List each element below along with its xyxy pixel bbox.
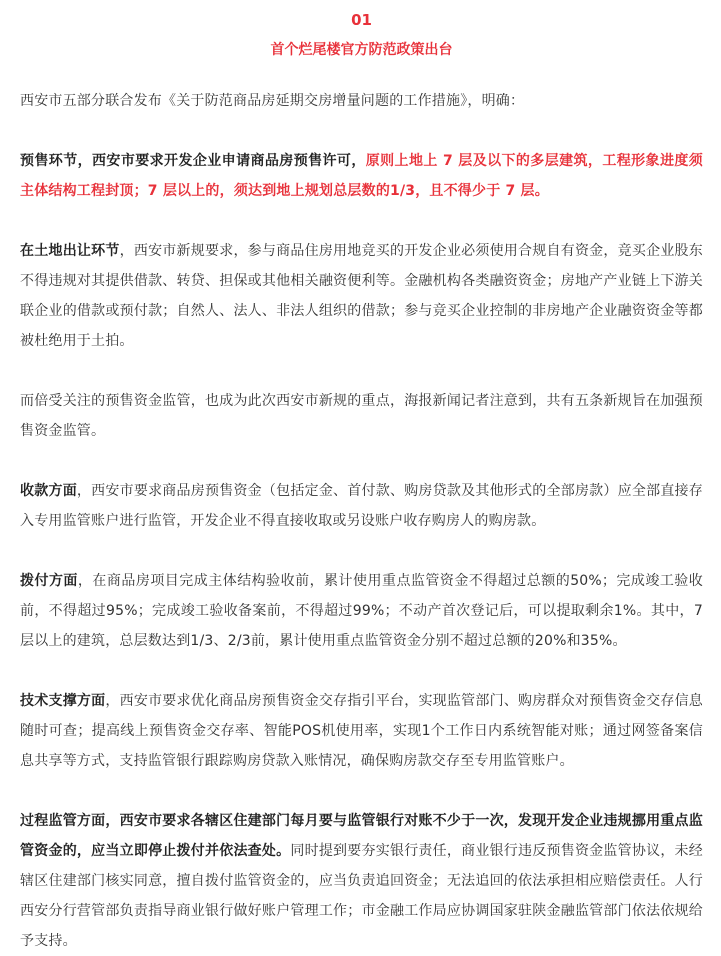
collection-body: ，西安市要求商品房预售资金（包括定金、首付款、购房贷款及其他形式的全部房款）应全部直接存入专用监管账户进行监管，开发企业不得直接收取或另设账户收存购房人的购房款。: [20, 483, 703, 529]
intro-paragraph: 西安市五部分联合发布《关于防范商品房延期交房增量问题的工作措施》，明确：: [20, 93, 525, 109]
focus-paragraph: 而倍受关注的预售资金监管，也成为此次西安市新规的重点，海报新闻记者注意到，共有五条新规旨在加强预售资金监管。: [20, 393, 703, 439]
process-body: 同时提到要夯实银行责任，商业银行违反预售资金监管协议，未经辖区住建部门核实同意，擅自拨付监管资金的，应当负责追回资金；无法追回的依法承担相应赔偿责任。人行西安分行营管部负责指导商业银行做好账户管理工作；市金融工作局应协调国家驻陕金融监管部门依法依规给予支持。: [20, 843, 703, 949]
land-lead: 在土地出让环节: [20, 243, 120, 259]
section-number: 01: [351, 11, 372, 29]
process-paragraph: [20, 806, 703, 956]
tech-lead: 技术支撑方面: [20, 693, 106, 709]
collection-paragraph: [20, 476, 703, 536]
tech-paragraph: [20, 686, 703, 776]
presale-paragraph: [20, 146, 703, 206]
presale-highlight: 原则上地上 7 层及以下的多层建筑，工程形象进度须主体结构工程封顶；7 层以上的，须达到地上规划总层数的1/3，且不得少于 7 层。: [20, 153, 703, 199]
process-lead: 过程监管方面，西安市要求各辖区住建部门每月要与监管银行对账不少于一次，发现开发企业违规挪用重点监管资金的，应当立即停止拨付并依法查处。: [20, 813, 703, 859]
section-title: 首个烂尾楼官方防范政策出台: [270, 42, 453, 58]
land-paragraph: [20, 236, 703, 356]
collection-lead: 收款方面: [20, 483, 77, 499]
allocation-body: ，在商品房项目完成主体结构验收前，累计使用重点监管资金不得超过总额的50%；完成竣工验收前，不得超过95%；完成竣工验收备案前，不得超过99%；不动产首次登记后，可以提取剩余1%。其中，7层以上的建筑，总层数达到1/3、2/3前，累计使用重点监管资金分别不超过总额的20%和35%。: [20, 573, 703, 649]
presale-lead: 预售环节，西安市要求开发企业申请商品房预售许可，: [20, 153, 366, 169]
tech-body: ，西安市要求优化商品房预售资金交存指引平台，实现监管部门、购房群众对预售资金交存信息随时可查；提高线上预售资金交存率、智能POS机使用率，实现1个工作日内系统智能对账；通过网签备案信息共享等方式，支持监管银行跟踪购房贷款入账情况，确保购房款交存至专用监管账户。: [20, 693, 704, 769]
land-body: ，西安市新规要求，参与商品住房用地竞买的开发企业必须使用合规自有资金，竞买企业股东不得违规对其提供借款、转贷、担保或其他相关融资便利等。金融机构各类融资资金；房地产产业链上下游关联企业的借款或预付款；自然人、法人、非法人组织的借款；参与竞买企业控制的非房地产企业融资资金等都被杜绝用于土拍。: [20, 243, 703, 349]
allocation-paragraph: [20, 566, 703, 656]
allocation-lead: 拨付方面: [20, 573, 78, 589]
